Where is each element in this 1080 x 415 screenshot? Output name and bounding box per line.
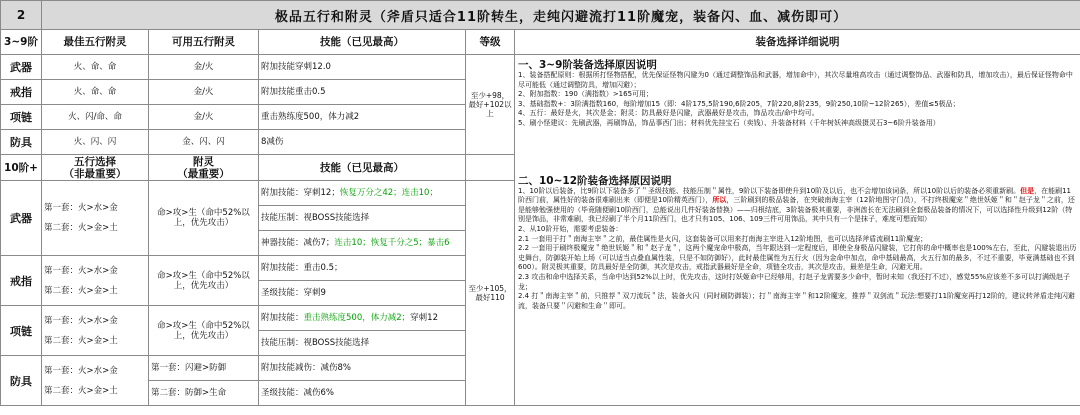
t1-row-label: 项链 <box>1 105 42 130</box>
t2-armor-fuling-2: 第二套：防御>生命 <box>149 381 259 406</box>
col-details: 装备选择详细说明 <box>515 30 1080 55</box>
sheet-title: 极品五行和附灵（斧盾只适合11阶转生，走纯闪避流打11阶魔宠，装备闪、血、减伤即可） <box>42 1 1080 30</box>
col-avail-wuxing: 可用五行附灵 <box>149 30 259 55</box>
section-number: 2 <box>1 1 42 30</box>
t2-weapon-skill-1: 附加技能：穿刺12；恢复万分之42；连击10； <box>259 181 466 206</box>
t1-row-label: 武器 <box>1 55 42 80</box>
t2-weapon-skill-2: 技能压制：视BOSS技能选择 <box>259 206 466 231</box>
t1-best: 火、闪、闪 <box>42 130 149 155</box>
details-sec2-p1: 1、10阶以后装备，比9阶以下装备多了＂圣级技能、技能压制＂属性，9阶以下装备即使升到10阶及以后，也不会增加该词条，所以10阶以后的装备必须重新刷。但是，在能刷11阶西门前，属性好的装备很难刷出来（即便是10阶精英西门），所以，三阶刷到的极品装备，在突破南海主宰（12阶地图守门员），不打终极魔宠＂绝世妖姬＂和＂赵子龙＂之前，还是能够勉强使用的（毕竟随便刷10阶西门，总能说出几件好装备替换）——归根结底，3阶装备极其重要，非洲酋长在无法刷到全套极品装备的情况下，可以选择性升级到12阶（特别是饰品，非常难刷，我已经刷了半个月11阶西门，也才只有105、106、109三件可用饰品，其中只有一个是抹子，难度可想而知） <box>518 186 1075 224</box>
details-sec1-p2: 2、附加指数：190（满指数）>165可用； <box>518 90 654 99</box>
col-level-2 <box>466 155 515 181</box>
t2-ring-fuling: 命>攻>生（命中52%以上，优先攻击） <box>149 256 259 306</box>
details-sec2-p2: 2、从10阶开始，需要考虑装备： <box>518 224 623 233</box>
t1-avail: 金/火 <box>149 80 259 105</box>
col-level: 等级 <box>466 30 515 55</box>
details-sec2-p4: 2.2 一套用于刷终极魔宠＂绝世妖姬＂和＂赵子龙＂，这两个魔宠命中极高，当年跟达到一定程度后，即使全身极品闪避装，它打你的命中概率也是100%左右，至此，闪避装退出历史舞台，防御装开始上场（可以适当点叠血属性装，只是不如防御好），此时最佳属性为五行火（因为金命中加点，命中基础最高，火五行加的最多，不过不重要，毕竟满基础也不到600）。附灵极其重要，防具最好是全防御，其次是攻击，戒指武器最好是全命，项链全攻击，其次是攻击，最差是生命，闪避无用。 <box>518 244 1077 272</box>
t2-necklace-label: 项链 <box>1 306 42 356</box>
t1-best: 火、命、命 <box>42 80 149 105</box>
t1-skill: 8减伤 <box>259 130 466 155</box>
t2-level: 至少+105，最好110 <box>466 181 515 406</box>
details-sec2-p5: 2.3 攻击和命中选择关系，当命中达到52%以上时，优先攻击，这时打妖姬命中已经够用，打赵子龙需要多少命中，暂时未知（我还打不过），感觉55%应该差不多可以打满级赵子龙； <box>518 272 1070 291</box>
t2-weapon-fuling: 命>攻>生（命中52%以上，优先攻击） <box>149 181 259 256</box>
corner-10-plus: 10阶+ <box>1 155 42 181</box>
details-panel <box>515 55 1080 406</box>
details-sec1-p5: 5、刷小怪建议：先刷武器，再刷饰品，饰品事西门出；材料优先挂宝石（卖钱）、升装备材料（千年树妖神高级摄灵石3~6阶升装备用） <box>518 118 940 127</box>
col-fuling: 附灵 （最重要） <box>149 155 259 181</box>
t1-best: 火、闪/命、命 <box>42 105 149 130</box>
details-sec1-title: 一、3~9阶装备选择原因说明 <box>518 59 657 71</box>
t1-skill: 附加技能重击0.5 <box>259 80 466 105</box>
t2-ring-sets: 第一套：火>水>金 第二套：火>金>土 <box>42 256 149 306</box>
col-wuxing-select: 五行选择 （非最重要） <box>42 155 149 181</box>
t2-weapon-sets: 第一套：火>水>金 第二套：火>金>土 <box>42 181 149 256</box>
t1-best: 火、命、命 <box>42 55 149 80</box>
t1-skill: 重击熟练度500，体力减2 <box>259 105 466 130</box>
t2-ring-skill-2: 圣级技能：穿刺9 <box>259 281 466 306</box>
t2-necklace-skill-2: 技能压制：视BOSS技能选择 <box>259 331 466 356</box>
col-best-wuxing: 最佳五行附灵 <box>42 30 149 55</box>
t1-level: 至少+98，最好+102以上 <box>466 55 515 155</box>
t2-armor-label: 防具 <box>1 356 42 406</box>
details-sec2-title: 二、10~12阶装备选择原因说明 <box>518 174 672 187</box>
details-sec1-p3: 3、基础指数+：3阶满指数160，每阶增加15（即：4阶175,5阶190,6阶205，7阶220,8阶235，9阶250,10阶~12阶265），差值≤5极品； <box>518 99 960 108</box>
t1-row-weapon <box>1 55 1080 80</box>
t1-avail: 金/火 <box>149 55 259 80</box>
col-skill-2: 技能（已见最高） <box>259 155 466 181</box>
t2-armor-sets: 第一套：火>水>金 第二套：火>金>土 <box>42 356 149 406</box>
corner-3-9: 3~9阶 <box>1 30 42 55</box>
t2-armor-skill-2: 圣级技能：减伤6% <box>259 381 466 406</box>
t2-armor-fuling-1: 第一套：闪避>防御 <box>149 356 259 381</box>
details-sec1-p4: 4、五行：最好是火，其次是金；附灵：防具最好是闪避，武器最好是攻击，饰品攻击/命中均可。 <box>518 109 819 118</box>
t1-row-label: 防具 <box>1 130 42 155</box>
details-sec2-p3: 2.1 一套用于打＂南海主宰＂之前，最佳属性是火闪，这套装备可以用来打南海主宰进入12阶地图，也可以选择斧盾流刷11阶魔宠； <box>518 234 928 243</box>
t2-armor-skill-1: 附加技能减伤：减伤8% <box>259 356 466 381</box>
t2-weapon-skill-3: 神器技能：减伤7；连击10；恢复千分之5；暴击6 <box>259 231 466 256</box>
t1-skill: 附加技能穿刺12.0 <box>259 55 466 80</box>
t1-avail: 金、闪、闪 <box>149 130 259 155</box>
t2-necklace-sets: 第一套：火>水>金 第二套：火>金>土 <box>42 306 149 356</box>
t2-necklace-skill-1: 附加技能：重击熟练度500，体力减2；穿刺12 <box>259 306 466 331</box>
t2-weapon-label: 武器 <box>1 181 42 256</box>
t1-avail: 金/火 <box>149 105 259 130</box>
details-sec2-p6: 2.4 打＂南海主宰＂前，只推荐＂双刀流玩＂法，装备火闪（同时刷防御装）；打＂南海主宰＂和12阶魔宠，推荐＂双剑流＂玩法:想要打11阶魔宠再打12阶的，建议转斧盾走纯闪避流，装备只要＂闪避和生命＂即可。 <box>518 292 1075 310</box>
t1-row-label: 戒指 <box>1 80 42 105</box>
col-skill: 技能（已见最高） <box>259 30 466 55</box>
details-sec1-p1: 1、装备搭配原则：根据所打怪物搭配，优先保证怪物闪避为0（通过调整饰品和武器，增加命中），其次尽量堆高攻击（通过调整饰品、武器和防具，增加攻击），最后保证怪物命中尽可能低（通过调整防具，增加闪避）； <box>518 71 1073 89</box>
t2-ring-label: 戒指 <box>1 256 42 306</box>
t2-ring-skill-1: 附加技能：重击0.5； <box>259 256 466 281</box>
t2-necklace-fuling: 命>攻>生（命中52%以上，优先攻击） <box>149 306 259 356</box>
